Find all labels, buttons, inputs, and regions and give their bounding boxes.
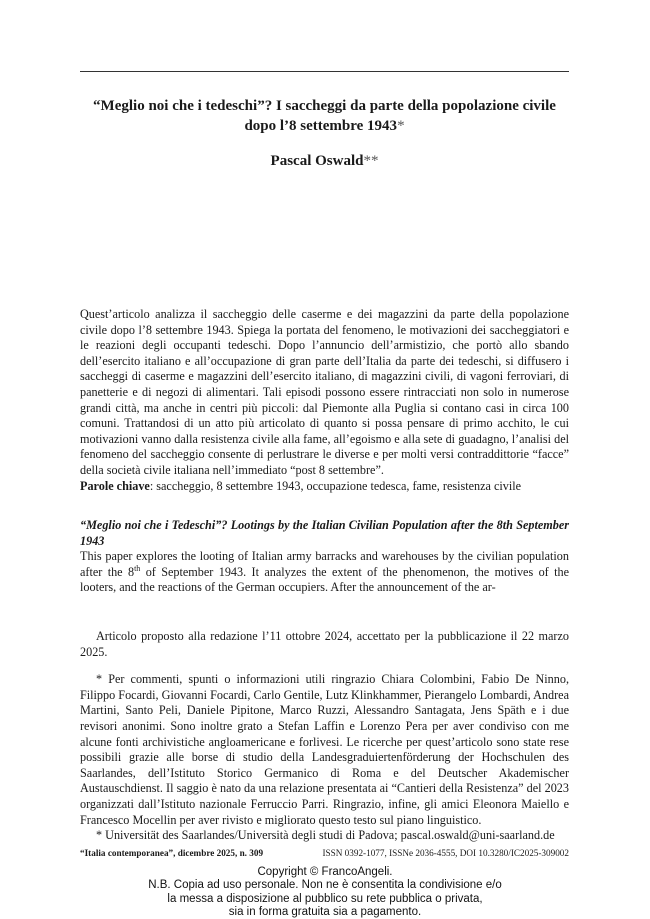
copyright-line-3: la messa a disposizione al pubblico su rete pubblica o privata, <box>167 892 483 905</box>
article-title <box>80 96 569 136</box>
journal-citation: “Italia contemporanea”, dicembre 2025, n. 309 <box>80 848 264 858</box>
abstract-italian <box>80 307 569 494</box>
title-footnote-mark: * <box>397 118 405 134</box>
english-title: “Meglio noi che i Tedeschi”? Lootings by the Italian Civilian Population after the 8th September 1943 <box>80 518 569 548</box>
english-text-part-a: This paper explores the looting of Italian army barracks and warehouses by the civilian population after the 8 <box>80 549 569 579</box>
keywords-label: Parole chiave <box>80 478 150 493</box>
author-name: Pascal Oswald <box>270 153 364 169</box>
affiliation-note <box>80 828 569 844</box>
abstract-italian-text: Quest’articolo analizza il saccheggio delle caserme e dei magazzini da parte della popolazione civile dopo l’8 settembre 1943. Spiega la portata del fenomeno, le motivazioni dei saccheggiatori e le reazioni degli occupanti tedeschi. Dopo l’annuncio dell’armistizio, che portò allo sbando dell’esercito italiano e all’occupazione di gran parte dell’Italia da parte dei tedeschi, si diffusero i saccheggi di caserme e magazzini dell’esercito italiano, di magazzini civili, di vagoni ferroviari, di panetterie e di negozi di alimentari. Tali episodi possono essere rintracciati non solo in numerose grandi città, ma anche in centri più piccoli: dal Piemonte alla Puglia si contano casi in circa 100 comuni. Trattandosi di un atto più articolato di quanto si possa pensare di primo acchito, le cui motivazioni vanno dalla resistenza civile alla fame, all’egoismo e alla sete di guadagno, l’analisi del fenomeno del saccheggio consente di perlustrare le diverse e per molti versi contraddittorie “facce” della società civile italiana nell’immediato “post 8 settembre”. <box>80 307 569 477</box>
english-text-part-b: of September 1943. It analyzes the extent of the phenomenon, the motives of the looters, and the reactions of the German occupiers. After the announcement of the ar- <box>80 564 569 595</box>
article-author <box>80 151 569 171</box>
keywords-list: : saccheggio, 8 settembre 1943, occupazione tedesca, fame, resistenza civile <box>149 478 522 493</box>
footnotes <box>80 629 569 844</box>
copyright-notice <box>0 866 650 919</box>
english-abstract-text <box>80 549 569 596</box>
affil-mark: * <box>96 828 103 843</box>
journal-identifiers: ISSN 0392-1077, ISSNe 2036-4555, DOI 10.3280/IC2025-309002 <box>322 848 569 858</box>
english-text-superscript: th <box>134 563 141 573</box>
copyright-line-4: sia in forma gratuita sia a pagamento. <box>228 905 422 918</box>
acknowledgements-note <box>80 672 569 828</box>
author-footnote-mark: ** <box>363 153 379 169</box>
abstract-english <box>80 518 569 596</box>
affil-text: Universität des Saarlandes/Università degli studi di Padova; pascal.oswald@uni-saarland.de <box>102 828 555 843</box>
copyright-line-1: Copyright © FrancoAngeli. <box>257 866 393 878</box>
title-line-1: “Meglio noi che i tedeschi”? I saccheggi da parte della popolazione civile <box>93 98 556 114</box>
header-rule <box>80 71 569 72</box>
keywords <box>80 479 569 495</box>
ack-mark: * <box>96 672 103 687</box>
received-note: Articolo proposto alla redazione l’11 ottobre 2024, accettato per la pubblicazione il 22 marzo 2025. <box>80 629 569 659</box>
ack-text: Per commenti, spunti o informazioni utili ringrazio Chiara Colombini, Fabio De Ninno, Filippo Focardi, Giovanni Focardi, Carlo Gentile, Lutz Klinkhammer, Pierangelo Lombardi, Andrea Martini, Santo Peli, Daniele Pipitone, Marco Ruzzi, Alessandro Santagata, Jens Späth e i due revisori anonimi. Sono inoltre grato a Stefan Laffin e Lorenzo Pera per aver condiviso con me alcune fonti archivistiche angloamericane e forlivesi. Le ricerche per quest’articolo sono state rese possibili grazie alle borse di studio della Landesgraduiertenförderung der Hochschulen des Saarlandes, dell’Istituto Storico Germanico di Roma e del Deutscher Akademischer Austauschdienst. Il saggio è nato da una relazione presentata ai “Cantieri della Resistenza” del 2023 organizzati dall’Istituto nazionale Ferruccio Parri. Ringrazio, infine, gli amici Eleonora Maiello e Francesco Mocellin per aver rivisto e migliorato questo testo sul piano linguistico. <box>80 672 569 827</box>
journal-footer <box>80 847 569 859</box>
title-line-2-text: dopo l’8 settembre 1943 <box>244 118 398 134</box>
copyright-line-2: N.B. Copia ad uso personale. Non ne è consentita la condivisione e/o <box>148 879 502 892</box>
title-line-2 <box>80 116 569 136</box>
